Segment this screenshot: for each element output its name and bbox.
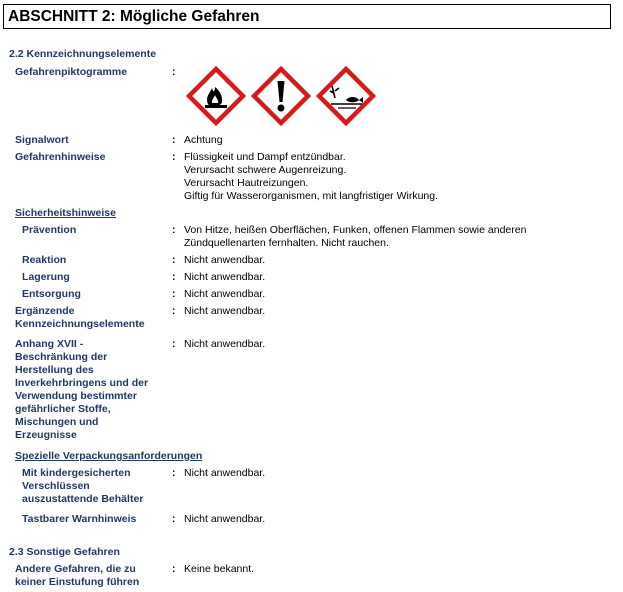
colon: :: [172, 134, 176, 146]
label-line: Kennzeichnungselemente: [15, 318, 145, 330]
annex-xvii-value: Nicht anwendbar.: [184, 338, 266, 350]
prevention-value: [184, 224, 604, 250]
precautionary-statements-heading: Sicherheitshinweise: [15, 207, 116, 219]
hazard-line: Verursacht Hautreizungen.: [184, 177, 309, 189]
prevention-line: Zündquellenarten fernhalten. Nicht rauchen.: [184, 237, 389, 249]
disposal-value: Nicht anwendbar.: [184, 288, 266, 300]
hazard-statements-label: Gefahrenhinweise: [15, 151, 106, 163]
tactile-warning-label: Tastbarer Warnhinweis: [22, 513, 137, 525]
colon: :: [172, 151, 176, 163]
colon: :: [172, 467, 176, 479]
label-line: Andere Gefahren, die zu: [15, 563, 136, 575]
pictograms-label: Gefahrenpiktogramme: [15, 66, 128, 78]
exclamation-mark-icon: [251, 66, 311, 126]
colon: :: [172, 288, 176, 300]
colon: :: [172, 305, 176, 317]
other-hazards-value: Keine bekannt.: [184, 563, 255, 575]
packaging-requirements-heading: Spezielle Verpackungsanforderungen: [15, 450, 203, 462]
section-title: ABSCHNITT 2: Mögliche Gefahren: [3, 4, 611, 29]
colon: :: [172, 66, 176, 78]
flame-icon: [186, 66, 246, 126]
hazard-line: Verursacht schwere Augenreizung.: [184, 164, 347, 176]
label-line: keiner Einstufung führen: [15, 576, 140, 588]
childproof-label: [22, 467, 143, 506]
storage-label: Lagerung: [22, 271, 70, 283]
prevention-line: Von Hitze, heißen Oberflächen, Funken, offenen Flammen sowie anderen: [184, 224, 527, 236]
supplemental-label: [15, 305, 145, 331]
label-line: Mit kindergesicherten: [22, 467, 131, 479]
label-line: Verwendung bestimmter: [15, 390, 137, 402]
signal-word-value: Achtung: [184, 134, 223, 146]
prevention-label: Prävention: [22, 224, 77, 236]
label-line: Inverkehrbringens und der: [15, 377, 149, 389]
hazard-line: Flüssigkeit und Dampf entzündbar.: [184, 151, 346, 163]
label-line: gefährlicher Stoffe,: [15, 403, 111, 415]
supplemental-value: Nicht anwendbar.: [184, 305, 266, 317]
subsection-heading-2-3: 2.3 Sonstige Gefahren: [9, 546, 120, 558]
subsection-heading-2-2: 2.2 Kennzeichnungselemente: [9, 48, 157, 60]
label-line: Anhang XVII -: [15, 338, 84, 350]
colon: :: [172, 254, 176, 266]
label-line: Herstellung des: [15, 364, 94, 376]
label-line: Verschlüssen: [22, 480, 90, 492]
label-line: Beschränkung der: [15, 351, 108, 363]
colon: :: [172, 224, 176, 236]
signal-word-label: Signalwort: [15, 134, 69, 146]
annex-xvii-label: [15, 338, 148, 442]
colon: :: [172, 513, 176, 525]
colon: :: [172, 271, 176, 283]
environment-icon: [316, 66, 376, 126]
disposal-label: Entsorgung: [22, 288, 81, 300]
label-line: Mischungen und: [15, 416, 99, 428]
hazard-statements-value: [184, 151, 604, 203]
storage-value: Nicht anwendbar.: [184, 271, 266, 283]
tactile-warning-value: Nicht anwendbar.: [184, 513, 266, 525]
colon: :: [172, 563, 176, 575]
label-line: auszustattende Behälter: [22, 493, 144, 505]
reaction-label: Reaktion: [22, 254, 67, 266]
colon: :: [172, 338, 176, 350]
hazard-line: Giftig für Wasserorganismen, mit langfristiger Wirkung.: [184, 190, 439, 202]
reaction-value: Nicht anwendbar.: [184, 254, 266, 266]
label-line: Erzeugnisse: [15, 429, 77, 441]
other-hazards-label: [15, 563, 139, 589]
label-line: Ergänzende: [15, 305, 75, 317]
childproof-value: Nicht anwendbar.: [184, 467, 266, 479]
